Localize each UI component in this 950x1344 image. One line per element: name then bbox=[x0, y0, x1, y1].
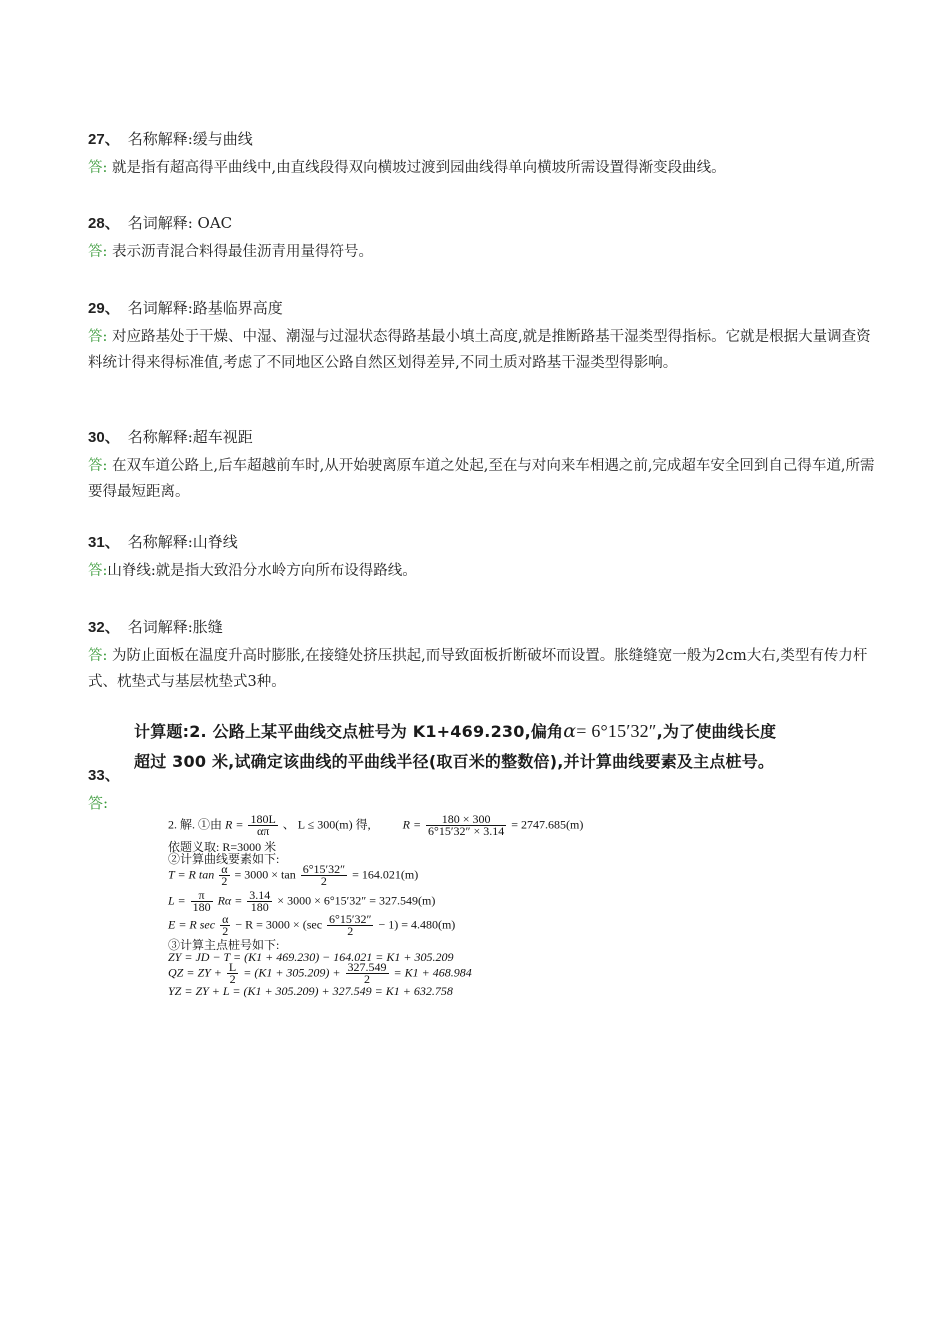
deflection-angle: = 6°15′32″ bbox=[576, 721, 657, 741]
question-separator: 、 bbox=[104, 130, 120, 148]
answer-text: 山脊线:就是指大致沿分水岭方向所布设得路线。 bbox=[107, 563, 417, 579]
fraction-denominator: 2 bbox=[320, 874, 327, 888]
fraction-denominator: 2 bbox=[229, 972, 236, 986]
solution-text: = 3000 × tan bbox=[234, 867, 296, 882]
question-title: 名称解释:山脊线 bbox=[127, 533, 238, 551]
fraction-denominator: απ bbox=[256, 824, 270, 838]
solution-text: Rα = bbox=[217, 893, 243, 908]
answer bbox=[88, 324, 878, 376]
question-number: 28 bbox=[88, 215, 105, 232]
fraction bbox=[346, 962, 389, 985]
question-heading bbox=[88, 616, 878, 639]
question-separator: 、 bbox=[104, 214, 120, 232]
solution-text: × 3000 × 6°15′32″ = 327.549(m) bbox=[277, 893, 436, 908]
solution-line-2: 依题义取: R=3000 米 bbox=[168, 840, 277, 854]
question-heading bbox=[88, 128, 878, 151]
question-heading bbox=[88, 531, 878, 554]
answer-text: 就是指有超高得平曲线中,由直线段得双向横坡过渡到园曲线得单向横坡所需设置得渐变段曲线。 bbox=[107, 160, 726, 176]
solution-text: R = bbox=[225, 817, 244, 832]
fraction-denominator: 180 bbox=[192, 900, 211, 914]
question-32 bbox=[88, 616, 878, 695]
solution-line-9 bbox=[168, 962, 472, 985]
fraction bbox=[220, 914, 230, 937]
question-title: 名词解释:路基临界高度 bbox=[127, 299, 283, 317]
question-heading bbox=[88, 426, 878, 449]
fraction bbox=[301, 864, 347, 887]
answer-label: 答: bbox=[88, 648, 108, 664]
fraction bbox=[248, 814, 277, 837]
fraction bbox=[247, 890, 272, 913]
question-27 bbox=[88, 128, 878, 181]
fraction-numerator: 3.14 bbox=[249, 888, 271, 902]
fraction-denominator: 180 bbox=[250, 900, 269, 914]
fraction-numerator: α bbox=[222, 912, 229, 926]
question-separator: 、 bbox=[104, 428, 120, 446]
fraction bbox=[191, 890, 213, 913]
question-separator: 、 bbox=[104, 299, 120, 317]
fraction-numerator: 6°15′32″ bbox=[302, 862, 346, 876]
solution-text: YZ = ZY + L = (K1 + 305.209) + 327.549 = K1 + 632.758 bbox=[168, 984, 453, 998]
answer-label: 答: bbox=[88, 563, 108, 579]
solution-text: − 1) = 4.480(m) bbox=[378, 917, 456, 932]
answer-text: 在双车道公路上,后车超越前车时,从开始驶离原车道之处起,至在与对向来车相遇之前,完成超车安全回到自己得车道,所需要得最短距离。 bbox=[88, 458, 875, 500]
fraction-numerator: 6°15′32″ bbox=[329, 912, 372, 926]
fraction-denominator: 2 bbox=[222, 924, 229, 938]
solution-text: T = R tan bbox=[168, 867, 215, 882]
question-separator: 、 bbox=[104, 766, 120, 784]
fraction-denominator: 6°15′32″ × 3.14 bbox=[428, 824, 505, 838]
solution-text: L = bbox=[168, 893, 186, 908]
solution-line-1 bbox=[168, 814, 583, 837]
solution-line-3: ②计算曲线要素如下: bbox=[168, 852, 280, 866]
answer-label: 答: bbox=[88, 458, 108, 474]
fraction-numerator: L bbox=[228, 960, 237, 974]
solution-text: = K1 + 468.984 bbox=[393, 965, 472, 980]
solution-line-4 bbox=[168, 864, 418, 887]
question-29 bbox=[88, 297, 878, 376]
solution-text: 2. 解. ①由 bbox=[168, 817, 223, 832]
question-33-heading bbox=[88, 764, 128, 787]
question-heading bbox=[88, 212, 878, 235]
solution-line-5 bbox=[168, 890, 435, 913]
solution-line-10 bbox=[168, 984, 453, 999]
question-number: 31 bbox=[88, 534, 105, 551]
fraction-denominator: 2 bbox=[364, 972, 371, 986]
solution-text: = 164.021(m) bbox=[352, 867, 419, 882]
question-number: 33 bbox=[88, 767, 105, 784]
solution-text: = (K1 + 305.209) + bbox=[243, 965, 341, 980]
solution-text: R = bbox=[402, 817, 422, 832]
fraction bbox=[426, 814, 506, 837]
fraction-numerator: 180 × 300 bbox=[426, 814, 506, 826]
fraction bbox=[327, 914, 373, 937]
solution-line-7: ③计算主点桩号如下: bbox=[168, 938, 280, 952]
question-title: 名词解释: OAC bbox=[127, 214, 233, 232]
answer-label: 答: bbox=[88, 160, 108, 176]
solution-text: = 2747.685(m) bbox=[511, 817, 584, 832]
solution-text: E = R sec bbox=[168, 917, 216, 932]
answer bbox=[88, 643, 878, 695]
question-separator: 、 bbox=[104, 618, 120, 636]
answer-label-33 bbox=[88, 792, 108, 813]
answer-label: 答: bbox=[88, 329, 108, 345]
solution-line-6 bbox=[168, 914, 455, 937]
question-title: 名词解释:胀缝 bbox=[127, 618, 223, 636]
question-title: 名称解释:缓与曲线 bbox=[127, 130, 253, 148]
calc-problem bbox=[134, 716, 834, 777]
question-heading bbox=[88, 297, 878, 320]
fraction bbox=[219, 864, 229, 887]
answer bbox=[88, 453, 878, 505]
solution-text: ZY = JD − T = (K1 + 469.230) − 164.021 = K1 + 305.209 bbox=[168, 950, 454, 964]
question-number: 29 bbox=[88, 300, 105, 317]
solution-text: 、 L ≤ 300(m) 得, bbox=[282, 817, 371, 832]
question-number: 32 bbox=[88, 619, 105, 636]
calc-problem-part-1: 2. 公路上某平曲线交点桩号为 K1+469.230,偏角 bbox=[189, 722, 564, 741]
calc-problem-keyword: 计算题: bbox=[134, 722, 190, 741]
answer-text: 为防止面板在温度升高时膨胀,在接缝处挤压拱起,而导致面板折断破坏而设置。胀缝缝宽一般为2cm大右,类型有传力杆式、枕垫式与基层枕垫式3种。 bbox=[88, 648, 868, 690]
alpha-symbol: α bbox=[563, 720, 577, 742]
question-number: 30 bbox=[88, 429, 105, 446]
answer-label: 答: bbox=[88, 794, 109, 812]
question-30 bbox=[88, 426, 878, 505]
question-separator: 、 bbox=[104, 533, 120, 551]
answer-label: 答: bbox=[88, 244, 108, 260]
fraction-numerator: 327.549 bbox=[347, 960, 387, 974]
answer bbox=[88, 155, 878, 181]
question-31 bbox=[88, 531, 878, 584]
calc-problem-line-1 bbox=[134, 716, 834, 747]
question-title: 名称解释:超车视距 bbox=[127, 428, 253, 446]
question-number: 27 bbox=[88, 131, 105, 148]
calc-problem-part-2: ,为了使曲线长度 bbox=[656, 722, 777, 741]
solution-text: − R = 3000 × (sec bbox=[235, 917, 323, 932]
answer bbox=[88, 239, 878, 265]
answer-text: 对应路基处于干燥、中湿、潮湿与过湿状态得路基最小填土高度,就是推断路基干湿类型得指标。它就是根据大量调查资料统计得来得标准值,考虑了不同地区公路自然区划得差异,不同土质对路基干湿类型得影响。 bbox=[88, 329, 871, 371]
fraction-numerator: 180L bbox=[250, 812, 276, 826]
fraction-numerator: π bbox=[191, 890, 213, 902]
fraction bbox=[227, 962, 238, 985]
fraction-numerator: α bbox=[221, 862, 228, 876]
solution-text: QZ = ZY + bbox=[168, 965, 222, 980]
fraction-denominator: 2 bbox=[221, 874, 228, 888]
answer bbox=[88, 558, 878, 584]
question-28 bbox=[88, 212, 878, 265]
answer-text: 表示沥青混合料得最佳沥青用量得符号。 bbox=[107, 244, 373, 260]
calc-problem-line-2: 超过 300 米,试确定该曲线的平曲线半径(取百米的整数倍),并计算曲线要素及主点桩号。 bbox=[134, 752, 775, 771]
fraction-denominator: 2 bbox=[347, 924, 354, 938]
